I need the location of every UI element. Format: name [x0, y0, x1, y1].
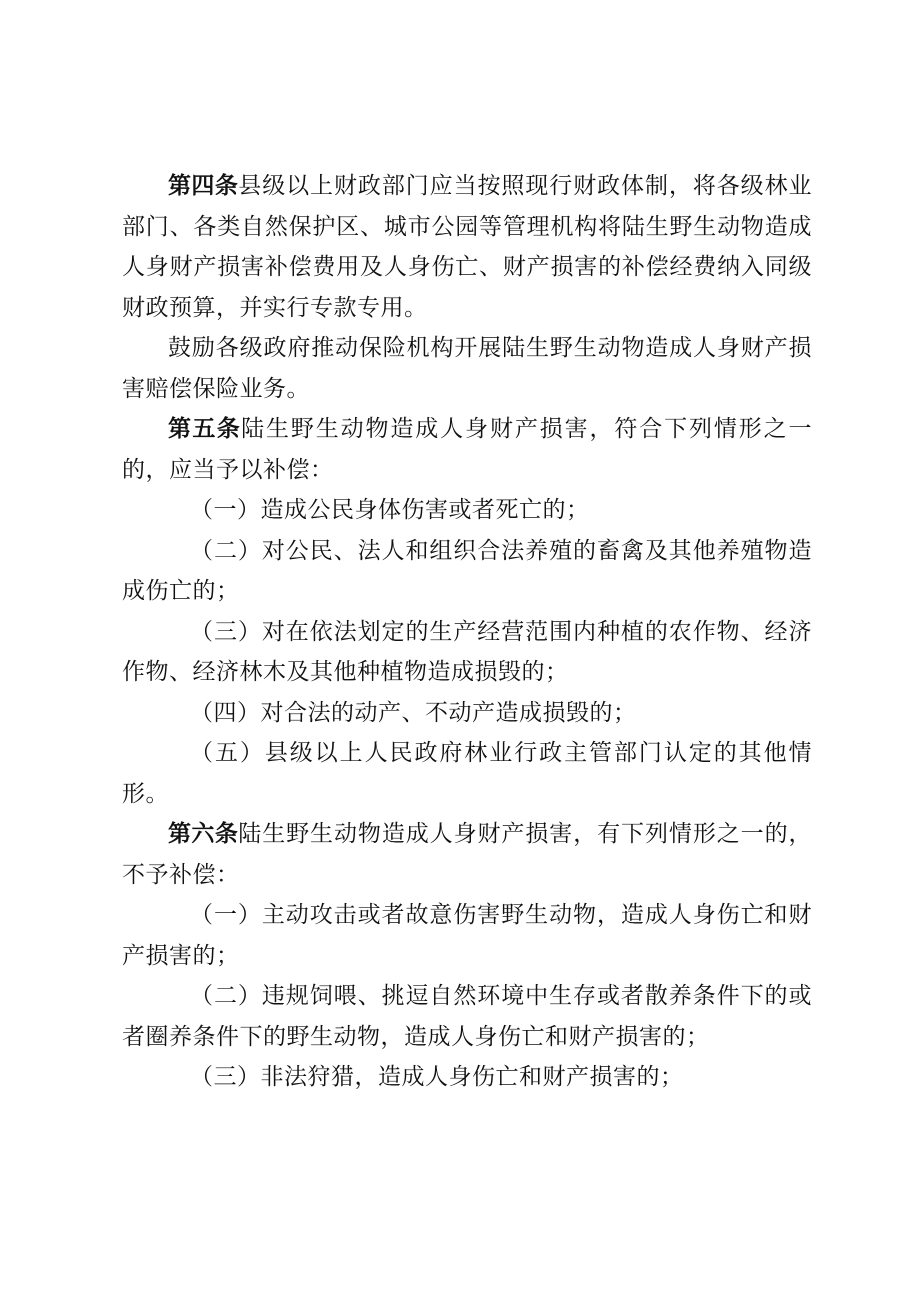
list-item	[122, 612, 812, 693]
list-item	[122, 531, 812, 612]
paragraph-text: 陆生野生动物造成人身财产损害，符合下列情形之一的，应当予以补偿：	[122, 416, 813, 483]
paragraph-text: （二）对公民、法人和组织合法养殖的畜禽及其他养殖物造成伤亡的；	[122, 537, 812, 604]
list-item	[122, 895, 812, 976]
list-item	[122, 976, 812, 1057]
insurance-paragraph	[122, 328, 812, 409]
list-item	[122, 490, 812, 531]
list-item	[122, 733, 812, 814]
paragraph-text: （五）县级以上人民政府林业行政主管部门认定的其他情形。	[122, 740, 812, 807]
list-item	[122, 693, 812, 734]
article-4-paragraph	[122, 166, 812, 328]
article-heading: 第六条	[168, 821, 239, 847]
article-5-paragraph	[122, 409, 812, 490]
paragraph-text: （三）对在依法划定的生产经营范围内种植的农作物、经济作物、经济林木及其他种植物造成损毁的；	[122, 618, 812, 685]
paragraph-text: （四）对合法的动产、不动产造成损毁的；	[190, 699, 637, 726]
document-body	[122, 166, 812, 1098]
paragraph-text: （二）违规饲喂、挑逗自然环境中生存或者散养条件下的或者圈养条件下的野生动物，造成人身伤亡和财产损害的；	[122, 983, 812, 1050]
article-heading: 第四条	[168, 173, 239, 199]
article-heading: 第五条	[168, 416, 242, 442]
paragraph-text: （一）主动攻击或者故意伤害野生动物，造成人身伤亡和财产损害的；	[122, 902, 812, 969]
paragraph-text: 县级以上财政部门应当按照现行财政体制，将各级林业部门、各类自然保护区、城市公园等管理机构将陆生野生动物造成人身财产损害补偿费用及人身伤亡、财产损害的补偿经费纳入同级财政预算，并实行专款专用。	[122, 173, 813, 321]
paragraph-text: （一）造成公民身体伤害或者死亡的；	[190, 497, 590, 523]
paragraph-text: 陆生野生动物造成人身财产损害，有下列情形之一的，不予补偿：	[122, 821, 813, 888]
list-item	[122, 1057, 812, 1098]
paragraph-text: （三）非法狩猎，造成人身伤亡和财产损害的；	[190, 1064, 684, 1090]
paragraph-text: 鼓励各级政府推动保险机构开展陆生野生动物造成人身财产损害赔偿保险业务。	[122, 335, 812, 402]
article-6-paragraph	[122, 814, 812, 895]
